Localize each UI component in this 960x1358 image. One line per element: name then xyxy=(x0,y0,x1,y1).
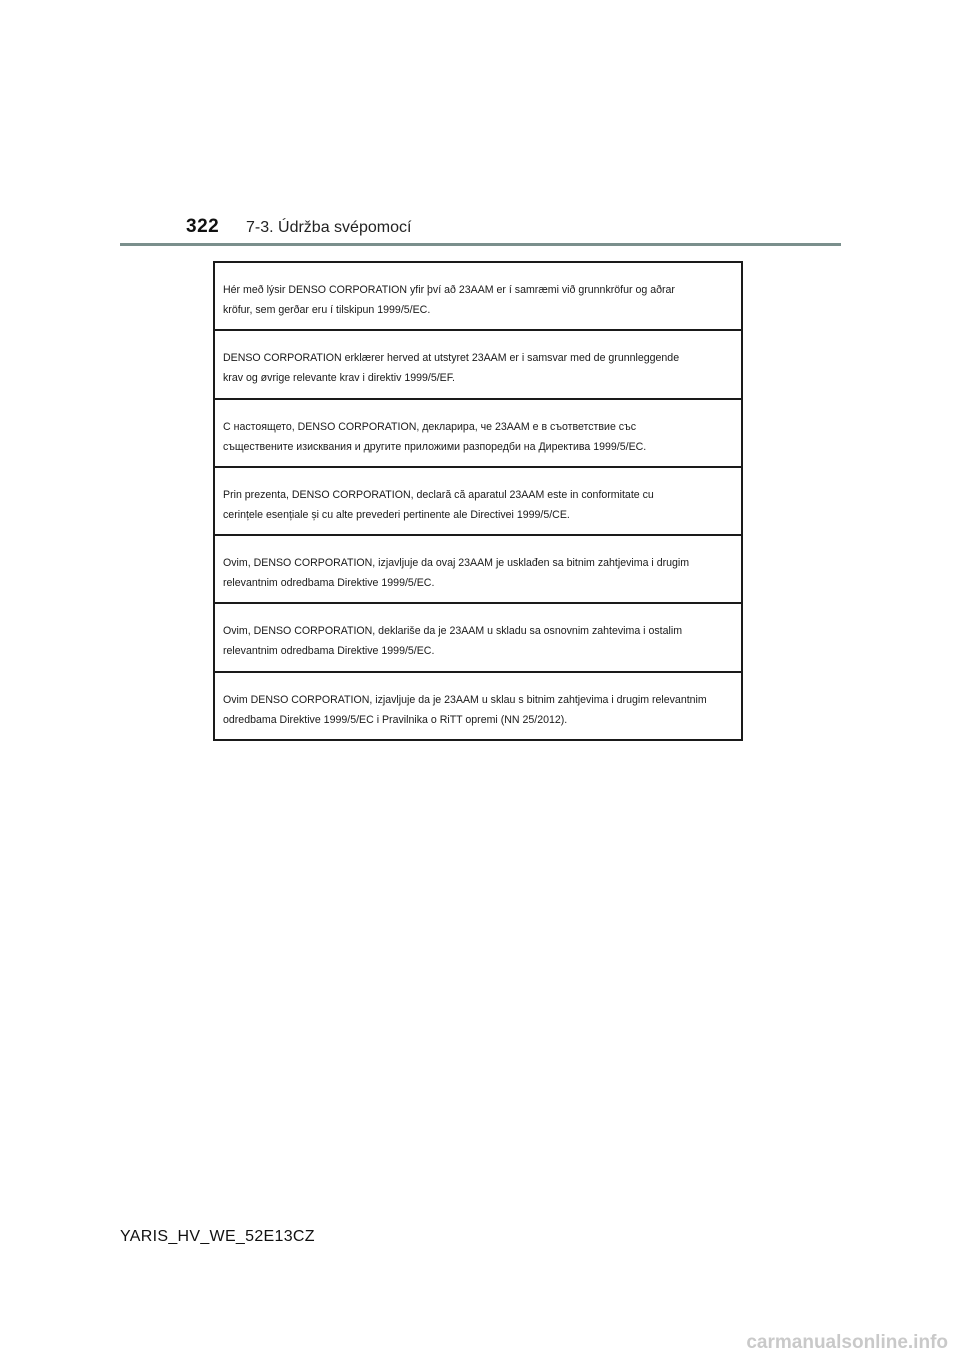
declaration-table xyxy=(213,261,743,741)
declaration-row-bulgarian xyxy=(215,400,741,468)
declaration-line: Ovim, DENSO CORPORATION, izjavljuje da ovaj 23AAM je usklađen sa bitnim zahtjevima i drugim xyxy=(223,557,690,570)
page-number: 322 xyxy=(186,216,220,237)
declaration-line: Ovim, DENSO CORPORATION, deklariše da je 23AAM u skladu sa osnovnim zahtevima i ostalim xyxy=(223,625,683,638)
declaration-row-croatian xyxy=(215,673,741,739)
declaration-row-icelandic xyxy=(215,263,741,331)
declaration-row-serbian xyxy=(215,604,741,672)
section-title: 7-3. Údržba svépomocí xyxy=(246,219,412,236)
declaration-line: Ovim DENSO CORPORATION, izjavljuje da je 23AAM u sklau s bitnim zahtjevima i drugim relevantnim xyxy=(223,693,707,706)
declaration-line: съществените изисквания и другите приложими разпоредби на Директива 1999/5/ЕС. xyxy=(223,440,647,453)
declaration-line: kröfur, sem gerðar eru í tilskipun 1999/5/EC. xyxy=(223,304,431,316)
declaration-line: odredbama Direktive 1999/5/EC i Pravilnika o RiTT opremi (NN 25/2012). xyxy=(223,713,568,726)
declaration-row-norwegian xyxy=(215,331,741,399)
declaration-line: Prin prezenta, DENSO CORPORATION, declară că aparatul 23AAM este in conformitate cu xyxy=(223,488,654,501)
declaration-line: cerințele esențiale și cu alte prevederi pertinente ale Directivei 1999/5/CE. xyxy=(223,508,570,521)
footer-model-code: YARIS_HV_WE_52E13CZ xyxy=(120,1228,315,1245)
declaration-line: relevantnim odredbama Direktive 1999/5/EC. xyxy=(223,645,435,658)
declaration-line: DENSO CORPORATION erklærer herved at utstyret 23AAM er i samsvar med de grunnleggende xyxy=(223,352,680,365)
declaration-line: krav og øvrige relevante krav i direktiv 1999/5/EF. xyxy=(223,372,455,385)
declaration-line: relevantnim odredbama Direktive 1999/5/EC. xyxy=(223,577,435,590)
declaration-line: С настоящето, DENSO CORPORATION, декларира, че 23AAM е в съответствие със xyxy=(223,420,637,433)
watermark: carmanualsonline.info xyxy=(746,1332,948,1353)
header-rule xyxy=(120,243,841,246)
declaration-row-romanian xyxy=(215,468,741,536)
declaration-line: Hér með lýsir DENSO CORPORATION yfir því að 23AAM er í samræmi við grunnkröfur og aðrar xyxy=(223,284,675,296)
declaration-row-bosnian xyxy=(215,536,741,604)
